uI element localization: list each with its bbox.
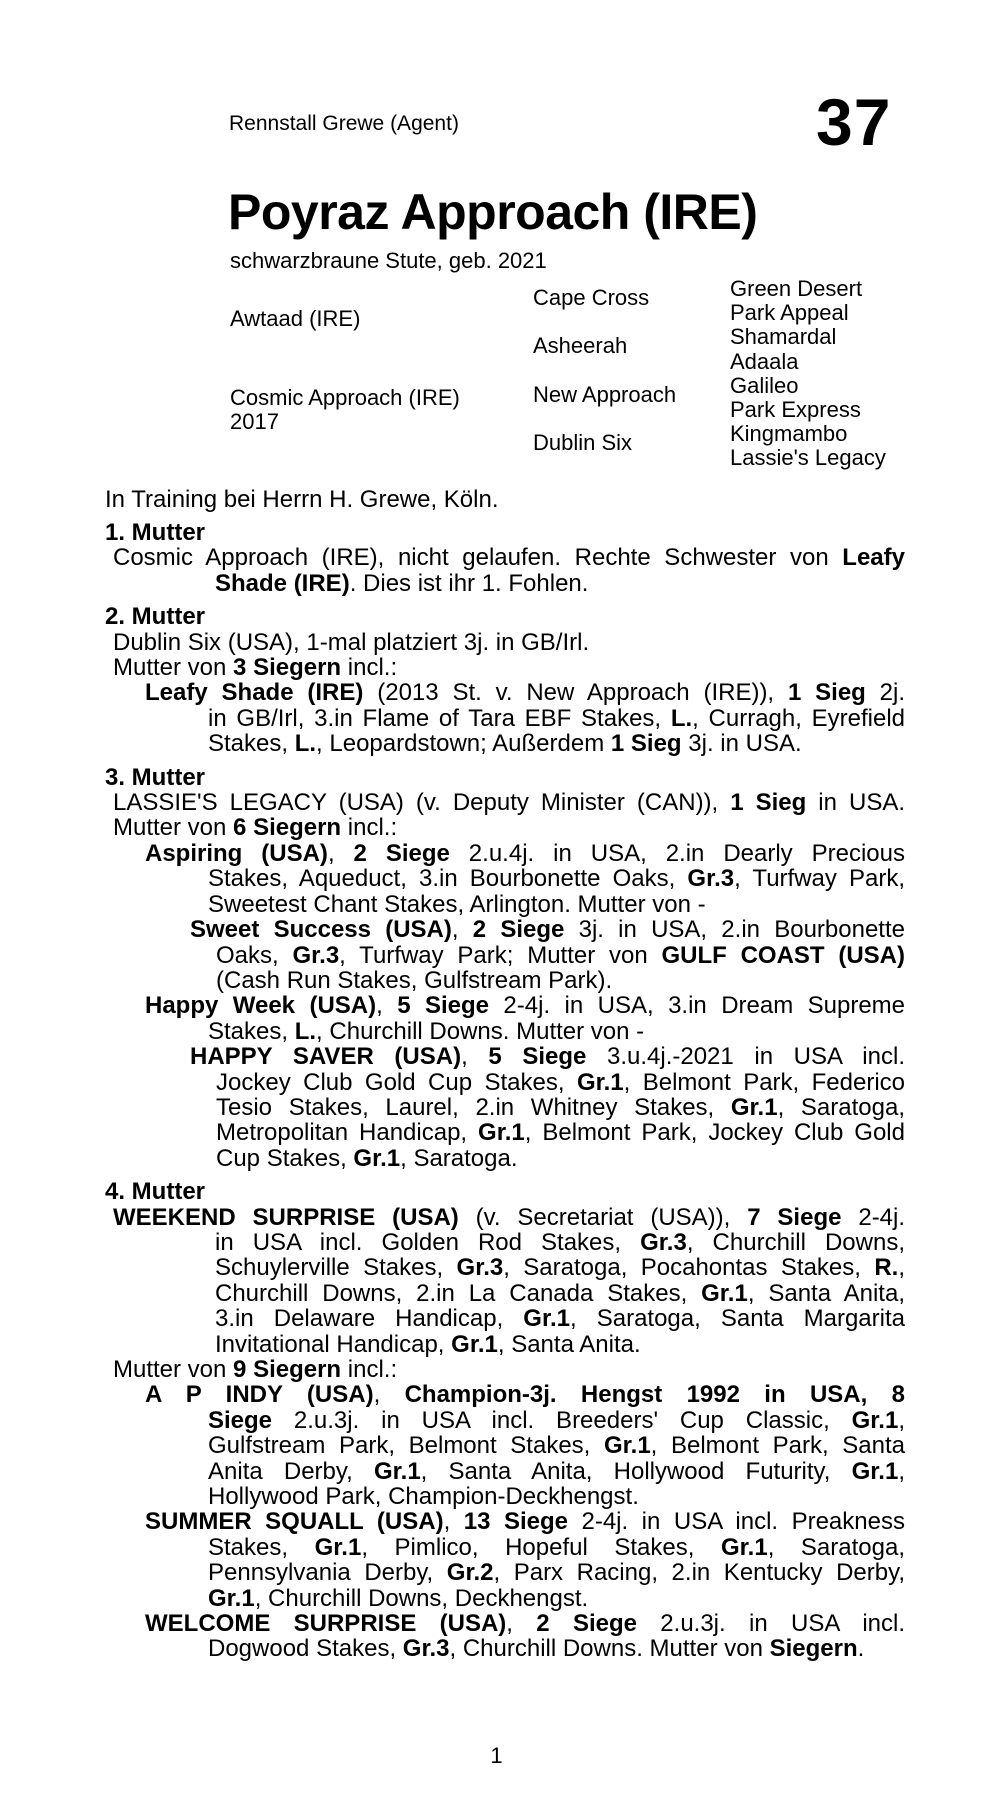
- bold-text-segment: Leafy: [842, 544, 905, 572]
- text-segment: 3.in Delaware Handicap,: [215, 1305, 524, 1333]
- text-line: [0, 680, 905, 705]
- text-segment: incl.:: [341, 814, 398, 842]
- bold-text-segment: Aspiring (USA): [145, 839, 328, 867]
- text-segment: , Leopardstown; Außerdem: [316, 730, 611, 758]
- text-segment: Jockey Club Gold Cup Stakes,: [216, 1068, 577, 1096]
- bold-text-segment: Gr.3: [402, 1635, 450, 1663]
- text-line: [0, 1611, 905, 1636]
- bold-text-segment: SUMMER SQUALL (USA): [145, 1508, 444, 1536]
- bold-text-segment: L.: [294, 1017, 317, 1045]
- pedigree-ancestor: Adaala: [730, 348, 799, 374]
- bold-text-segment: 2 Siege: [536, 1610, 637, 1638]
- bold-text-segment: Gr.1: [730, 1093, 778, 1121]
- text-segment: , Curragh, Eyrefield: [692, 704, 905, 732]
- text-line: [0, 1382, 905, 1407]
- bold-text-segment: 2 Siege: [472, 916, 565, 944]
- pedigree-dam: [230, 386, 460, 434]
- bold-text-segment: Gr.3: [292, 941, 340, 969]
- bold-text-segment: HAPPY SAVER (USA): [190, 1043, 462, 1071]
- section-heading: 3. Mutter: [105, 763, 206, 791]
- bold-text-segment: Happy Week (USA): [145, 992, 377, 1020]
- text-line: [0, 1433, 905, 1458]
- text-segment: , Churchill Downs. Mutter von: [449, 1635, 770, 1663]
- lot-number: 37: [816, 85, 892, 159]
- text-line: [0, 1357, 905, 1382]
- bold-text-segment: Gr.1: [720, 1533, 768, 1561]
- text-line: [0, 1146, 905, 1171]
- bold-text-segment: L.: [670, 704, 693, 732]
- bold-text-segment: Gr.3: [687, 865, 735, 893]
- text-segment: Tesio Stakes, Laurel, 2.in Whitney Stakes,: [216, 1093, 731, 1121]
- bold-text-segment: 6 Siegern: [233, 814, 342, 842]
- bold-text-segment: Gr.1: [851, 1457, 899, 1485]
- bold-text-segment: Gr.1: [478, 1119, 525, 1147]
- bold-text-segment: 2 Siege: [353, 839, 450, 867]
- text-line: [0, 1306, 905, 1331]
- horse-description: schwarzbraune Stute, geb. 2021: [230, 248, 547, 273]
- text-line: [0, 1332, 905, 1357]
- text-segment: , Santa Anita.: [497, 1330, 641, 1358]
- text-line: [0, 790, 905, 815]
- text-segment: , Saratoga,: [767, 1533, 905, 1561]
- text-line: [0, 866, 905, 891]
- text-segment: Mutter von: [113, 654, 234, 682]
- pedigree-ancestor: Dublin Six: [533, 430, 633, 456]
- section-heading: 4. Mutter: [105, 1178, 206, 1206]
- text-line: [0, 993, 905, 1018]
- text-segment: Anita Derby,: [208, 1457, 374, 1485]
- pedigree-generation2: [533, 274, 676, 468]
- bold-text-segment: Gr.1: [576, 1068, 624, 1096]
- text-segment: Stakes,: [208, 1017, 295, 1045]
- text-segment: ,: [451, 916, 473, 944]
- text-segment: , Saratoga,: [777, 1093, 905, 1121]
- pedigree-generation3: [730, 277, 886, 471]
- bold-text-segment: Gr.1: [851, 1406, 899, 1434]
- text-segment: 2.u.3j. in USA incl. Breeders' Cup Classic,: [272, 1406, 852, 1434]
- training-note: In Training bei Herrn H. Grewe, Köln.: [105, 486, 499, 513]
- pedigree-ancestor: Park Appeal: [730, 300, 849, 326]
- bold-text-segment: 5 Siege: [397, 992, 490, 1020]
- text-segment: , Belmont Park, Jockey Club Gold: [524, 1119, 905, 1147]
- bold-text-segment: Sweet Success (USA): [190, 916, 452, 944]
- page-number: 1: [490, 1743, 503, 1768]
- text-line: [0, 630, 905, 655]
- consignor-name: Rennstall Grewe (Agent): [229, 112, 459, 135]
- text-segment: in USA.: [806, 789, 905, 817]
- text-segment: ,: [373, 1381, 405, 1409]
- text-segment: 2j.: [865, 679, 906, 707]
- text-segment: 2-4j. in USA incl. Preakness: [567, 1508, 905, 1536]
- text-segment: incl.:: [341, 654, 398, 682]
- text-segment: ,: [898, 1254, 905, 1282]
- pedigree-sire-name: Awtaad (IRE): [230, 306, 361, 331]
- text-segment: (Cash Run Stakes, Gulfstream Park).: [216, 966, 613, 994]
- text-segment: Mutter von: [113, 1356, 234, 1383]
- bold-text-segment: Leafy Shade (IRE): [145, 679, 364, 707]
- text-segment: Pennsylvania Derby,: [208, 1559, 447, 1587]
- text-line: [0, 1459, 905, 1484]
- bold-text-segment: Champion-3j. Hengst 1992 in USA, 8: [404, 1381, 905, 1409]
- bold-text-segment: 1 Sieg: [787, 679, 866, 707]
- text-line: [0, 1636, 905, 1661]
- pedigree-ancestor: Kingmambo: [730, 421, 848, 447]
- bold-text-segment: 5 Siege: [488, 1043, 587, 1071]
- text-segment: Stakes,: [208, 1533, 315, 1561]
- pedigree-ancestor: Cape Cross: [533, 285, 650, 310]
- text-segment: , Parx Racing, 2.in Kentucky Derby,: [493, 1559, 905, 1587]
- text-line: [0, 815, 905, 840]
- bold-text-segment: WELCOME SURPRISE (USA): [145, 1610, 507, 1638]
- bold-text-segment: Gr.1: [451, 1330, 498, 1358]
- bold-text-segment: Gr.3: [640, 1228, 687, 1256]
- section-heading: 1. Mutter: [105, 519, 206, 546]
- text-line: [0, 917, 905, 942]
- text-segment: , Belmont Park, Federico: [623, 1068, 906, 1096]
- text-line: [0, 1255, 905, 1280]
- section-heading: 2. Mutter: [105, 603, 206, 631]
- catalog-sections: [0, 512, 905, 1662]
- text-segment: . Dies ist ihr 1. Fohlen.: [349, 569, 589, 597]
- text-line: [0, 1019, 905, 1044]
- text-segment: ,: [443, 1508, 464, 1536]
- text-segment: , Churchill Downs. Mutter von -: [316, 1017, 645, 1045]
- bold-text-segment: 9 Siegern: [233, 1356, 342, 1383]
- bold-text-segment: 1 Sieg: [730, 789, 807, 817]
- text-segment: 2-4j. in USA, 3.in Dream Supreme: [489, 992, 906, 1020]
- text-segment: , Saratoga, Pocahontas Stakes,: [503, 1254, 875, 1282]
- bold-text-segment: Shade (IRE): [215, 569, 350, 597]
- text-segment: Dublin Six (USA), 1-mal platziert 3j. in GB/Irl.: [113, 628, 590, 656]
- pedigree-ancestor: Park Express: [730, 397, 861, 423]
- text-segment: , Santa Anita,: [747, 1279, 905, 1307]
- bold-text-segment: Gr.3: [456, 1254, 504, 1282]
- pedigree-dam-name: Cosmic Approach (IRE): [230, 385, 460, 410]
- text-segment: , Turfway Park,: [734, 865, 905, 893]
- text-segment: ,: [461, 1043, 489, 1071]
- text-line: [0, 706, 905, 731]
- bold-text-segment: R.: [874, 1254, 899, 1282]
- text-line: [0, 892, 905, 917]
- bold-text-segment: 3 Siegern: [233, 654, 342, 682]
- text-line: [0, 968, 905, 993]
- bold-text-segment: Gr.1: [701, 1279, 748, 1307]
- text-line: [0, 1120, 905, 1145]
- pedigree-ancestor: New Approach: [533, 381, 677, 407]
- text-segment: Sweetest Chant Stakes, Arlington. Mutter von -: [208, 890, 706, 918]
- text-line: [0, 1560, 905, 1585]
- text-segment: (v. Secretariat (USA)),: [458, 1203, 748, 1231]
- text-line: [0, 943, 905, 968]
- text-line: [0, 1484, 905, 1509]
- text-segment: 2.u.4j. in USA, 2.in Dearly Precious: [449, 839, 905, 867]
- text-segment: ,: [506, 1610, 537, 1638]
- pedigree-ancestor: Asheerah: [533, 333, 628, 359]
- bold-text-segment: A P INDY (USA): [145, 1381, 374, 1409]
- text-segment: Gulfstream Park, Belmont Stakes,: [208, 1432, 604, 1460]
- text-segment: , Santa Anita, Hollywood Futurity,: [420, 1457, 852, 1485]
- text-line: [0, 1044, 905, 1069]
- text-segment: ,: [376, 992, 398, 1020]
- text-segment: Cosmic Approach (IRE), nicht gelaufen. Rechte Schwester von: [113, 544, 843, 572]
- text-segment: (2013 St. v. New Approach (IRE)),: [363, 679, 788, 707]
- bold-text-segment: L.: [294, 730, 317, 758]
- text-segment: 2.u.3j. in USA incl.: [636, 1610, 905, 1638]
- text-line: [0, 1408, 905, 1433]
- text-segment: ,: [898, 1457, 905, 1485]
- text-segment: 3j. in USA, 2.in Bourbonette: [564, 916, 905, 944]
- text-line: [0, 841, 905, 866]
- bold-text-segment: WEEKEND SURPRISE (USA): [113, 1203, 459, 1231]
- text-segment: Schuylerville Stakes,: [215, 1254, 457, 1282]
- text-segment: LASSIE'S LEGACY (USA) (v. Deputy Minister (CAN)),: [113, 789, 731, 817]
- text-line: [0, 1070, 905, 1095]
- text-segment: Mutter von: [113, 814, 234, 842]
- text-line: [0, 731, 905, 756]
- text-segment: ,: [898, 1406, 905, 1434]
- text-line: [0, 1230, 905, 1255]
- bold-text-segment: Gr.1: [208, 1584, 255, 1612]
- text-segment: 3.u.4j.-2021 in USA incl.: [586, 1043, 905, 1071]
- text-line: [0, 1281, 905, 1306]
- text-line: [0, 545, 905, 570]
- bold-text-segment: 13 Siege: [463, 1508, 568, 1536]
- text-line: [0, 1509, 905, 1534]
- text-segment: Oaks,: [216, 941, 293, 969]
- pedigree-ancestor: Shamardal: [730, 324, 837, 350]
- bold-text-segment: Gr.1: [603, 1432, 651, 1460]
- text-segment: Stakes,: [208, 730, 295, 758]
- text-segment: , Pimlico, Hopeful Stakes,: [361, 1533, 721, 1561]
- text-segment: incl.:: [341, 1356, 398, 1383]
- text-segment: Invitational Handicap,: [215, 1330, 452, 1358]
- bold-text-segment: Gr.1: [353, 1144, 401, 1172]
- text-line: [0, 1586, 905, 1611]
- horse-name-title: Poyraz Approach (IRE): [228, 184, 758, 240]
- text-line: [0, 571, 905, 596]
- text-segment: 3j. in USA.: [681, 730, 802, 758]
- text-segment: , Turfway Park; Mutter von: [339, 941, 662, 969]
- text-segment: ,: [327, 839, 354, 867]
- text-segment: , Belmont Park, Santa: [650, 1432, 905, 1460]
- text-segment: Churchill Downs, 2.in La Canada Stakes,: [215, 1279, 702, 1307]
- bold-text-segment: 1 Sieg: [610, 730, 682, 758]
- text-segment: .: [857, 1635, 865, 1663]
- text-segment: 2-4j.: [841, 1203, 906, 1231]
- text-segment: , Churchill Downs,: [686, 1228, 905, 1256]
- pedigree-ancestor: Green Desert: [730, 276, 863, 301]
- text-line: [0, 1095, 905, 1120]
- bold-text-segment: GULF COAST (USA): [661, 941, 905, 969]
- text-segment: Stakes, Aqueduct, 3.in Bourbonette Oaks,: [208, 865, 688, 893]
- text-line: [0, 1535, 905, 1560]
- bold-text-segment: Gr.1: [373, 1457, 421, 1485]
- text-line: [0, 655, 905, 680]
- text-segment: in GB/Irl, 3.in Flame of Tara EBF Stakes,: [208, 704, 671, 732]
- bold-text-segment: 7 Siege: [747, 1203, 842, 1231]
- pedigree-ancestor: Galileo: [730, 372, 799, 398]
- bold-text-segment: Siege: [208, 1406, 273, 1434]
- pedigree-ancestor: Lassie's Legacy: [730, 445, 886, 471]
- text-segment: Metropolitan Handicap,: [216, 1119, 479, 1147]
- bold-text-segment: Gr.1: [314, 1533, 362, 1561]
- text-segment: Hollywood Park, Champion-Deckhengst.: [208, 1483, 639, 1511]
- text-segment: , Churchill Downs, Deckhengst.: [254, 1584, 589, 1612]
- pedigree-dam-year: 2017: [230, 409, 279, 435]
- bold-text-segment: Gr.2: [446, 1559, 494, 1587]
- text-segment: in USA incl. Golden Rod Stakes,: [215, 1228, 641, 1256]
- text-segment: , Saratoga, Santa Margarita: [570, 1305, 905, 1333]
- text-segment: , Saratoga.: [400, 1144, 518, 1172]
- text-segment: Cup Stakes,: [216, 1144, 354, 1172]
- bold-text-segment: Siegern: [769, 1635, 858, 1663]
- text-line: [0, 1205, 905, 1230]
- bold-text-segment: Gr.1: [523, 1305, 570, 1333]
- text-segment: Dogwood Stakes,: [208, 1635, 403, 1663]
